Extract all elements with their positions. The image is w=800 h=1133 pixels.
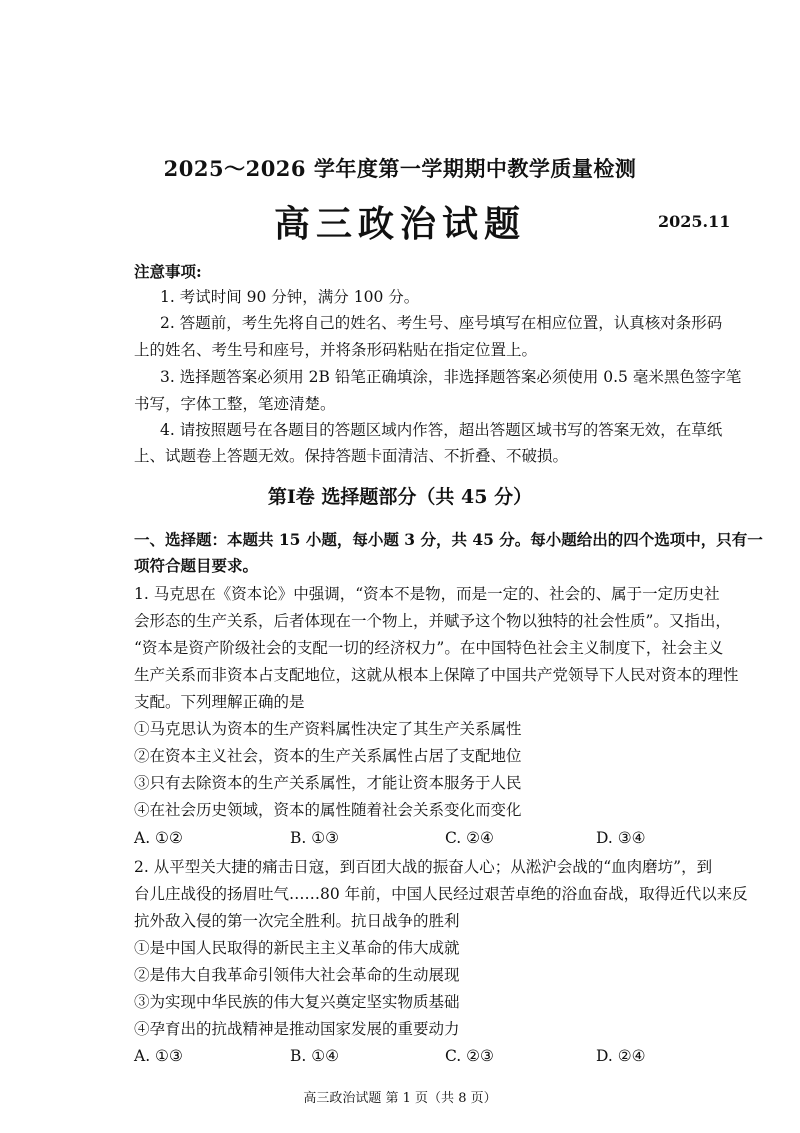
page-footer: 高三政治试题 第 1 页（共 8 页）	[303, 1091, 497, 1106]
notice-item: 书写，字体工整，笔迹清楚。	[134, 395, 336, 413]
question-2-option-a: A. ①③	[134, 1047, 183, 1065]
notice-heading: 注意事项:	[134, 262, 202, 281]
section-intro: 项符合题目要求。	[134, 556, 259, 575]
subject-title: 高三政治试题	[273, 203, 526, 245]
question-1-option-c: C. ②④	[445, 829, 494, 847]
question-2-option-b: B. ①④	[290, 1047, 340, 1065]
question-1-statement: ①马克思认为资本的生产资料属性决定了其生产关系属性	[134, 720, 522, 738]
notice-item: 4. 请按照题号在各题目的答题区域内作答，超出答题区域书写的答案无效，在草纸	[160, 421, 723, 439]
question-1-statement: ③只有去除资本的生产关系属性，才能让资本服务于人民	[134, 774, 522, 792]
question-1-stem: 生产关系而非资本占支配地位，这就从根本上保障了中国共产党领导下人民对资本的理性	[134, 666, 739, 684]
exam-title: 2025～2026 学年度第一学期期中教学质量检测	[163, 156, 637, 181]
notice-item: 上的姓名、考生号和座号，并将条形码粘贴在指定位置上。	[134, 341, 538, 359]
question-1-option-b: B. ①③	[290, 829, 340, 847]
question-2-statement: ②是伟大自我革命引领伟大社会革命的生动展现	[134, 966, 460, 984]
section-title: 第Ⅰ卷 选择题部分（共 45 分）	[267, 486, 533, 508]
notice-item: 1. 考试时间 90 分钟，满分 100 分。	[160, 288, 420, 306]
notice-item: 上、试题卷上答题无效。保持答题卡面清洁、不折叠、不破损。	[134, 447, 569, 465]
question-1-option-d: D. ③④	[596, 829, 646, 847]
question-2-statement: ①是中国人民取得的新民主主义革命的伟大成就	[134, 939, 460, 957]
question-1-option-a: A. ①②	[134, 829, 183, 847]
notice-item: 2. 答题前，考生先将自己的姓名、考生号、座号填写在相应位置，认真核对条形码	[160, 314, 723, 332]
section-intro: 一、选择题：本题共 15 小题，每小题 3 分，共 45 分。每小题给出的四个选项中，只有一	[134, 530, 763, 549]
notice-item: 3. 选择题答案必须用 2B 铅笔正确填涂，非选择题答案必须使用 0.5 毫米黑色签字笔	[160, 368, 742, 386]
question-2-option-d: D. ②④	[596, 1047, 646, 1065]
question-1-statement: ④在社会历史领域，资本的属性随着社会关系变化而变化	[134, 801, 522, 819]
question-2-stem: 抗外敌入侵的第一次完全胜利。抗日战争的胜利	[134, 912, 460, 930]
question-2-stem: 台儿庄战役的扬眉吐气……80 年前，中国人民经过艰苦卓绝的浴血奋战，取得近代以来反	[134, 885, 748, 903]
question-2-statement: ③为实现中华民族的伟大复兴奠定坚实物质基础	[134, 993, 460, 1011]
question-1-stem: 支配。下列理解正确的是	[134, 693, 305, 711]
question-2-option-c: C. ②③	[445, 1047, 494, 1065]
question-2-statement: ④孕育出的抗战精神是推动国家发展的重要动力	[134, 1020, 460, 1038]
exam-date: 2025.11	[658, 212, 731, 231]
question-2-stem: 2. 从平型关大捷的痛击日寇，到百团大战的振奋人心；从淞沪会战的“血肉磨坊”，到	[134, 858, 713, 876]
question-1-stem: “资本是资产阶级社会的支配一切的经济权力”。在中国特色社会主义制度下，社会主义	[134, 639, 724, 657]
question-1-stem: 1. 马克思在《资本论》中强调，“资本不是物，而是一定的、社会的、属于一定历史社	[134, 585, 720, 603]
question-1-statement: ②在资本主义社会，资本的生产关系属性占居了支配地位	[134, 747, 522, 765]
question-1-stem: 会形态的生产关系，后者体现在一个物上，并赋予这个物以独特的社会性质”。又指出，	[134, 612, 731, 630]
